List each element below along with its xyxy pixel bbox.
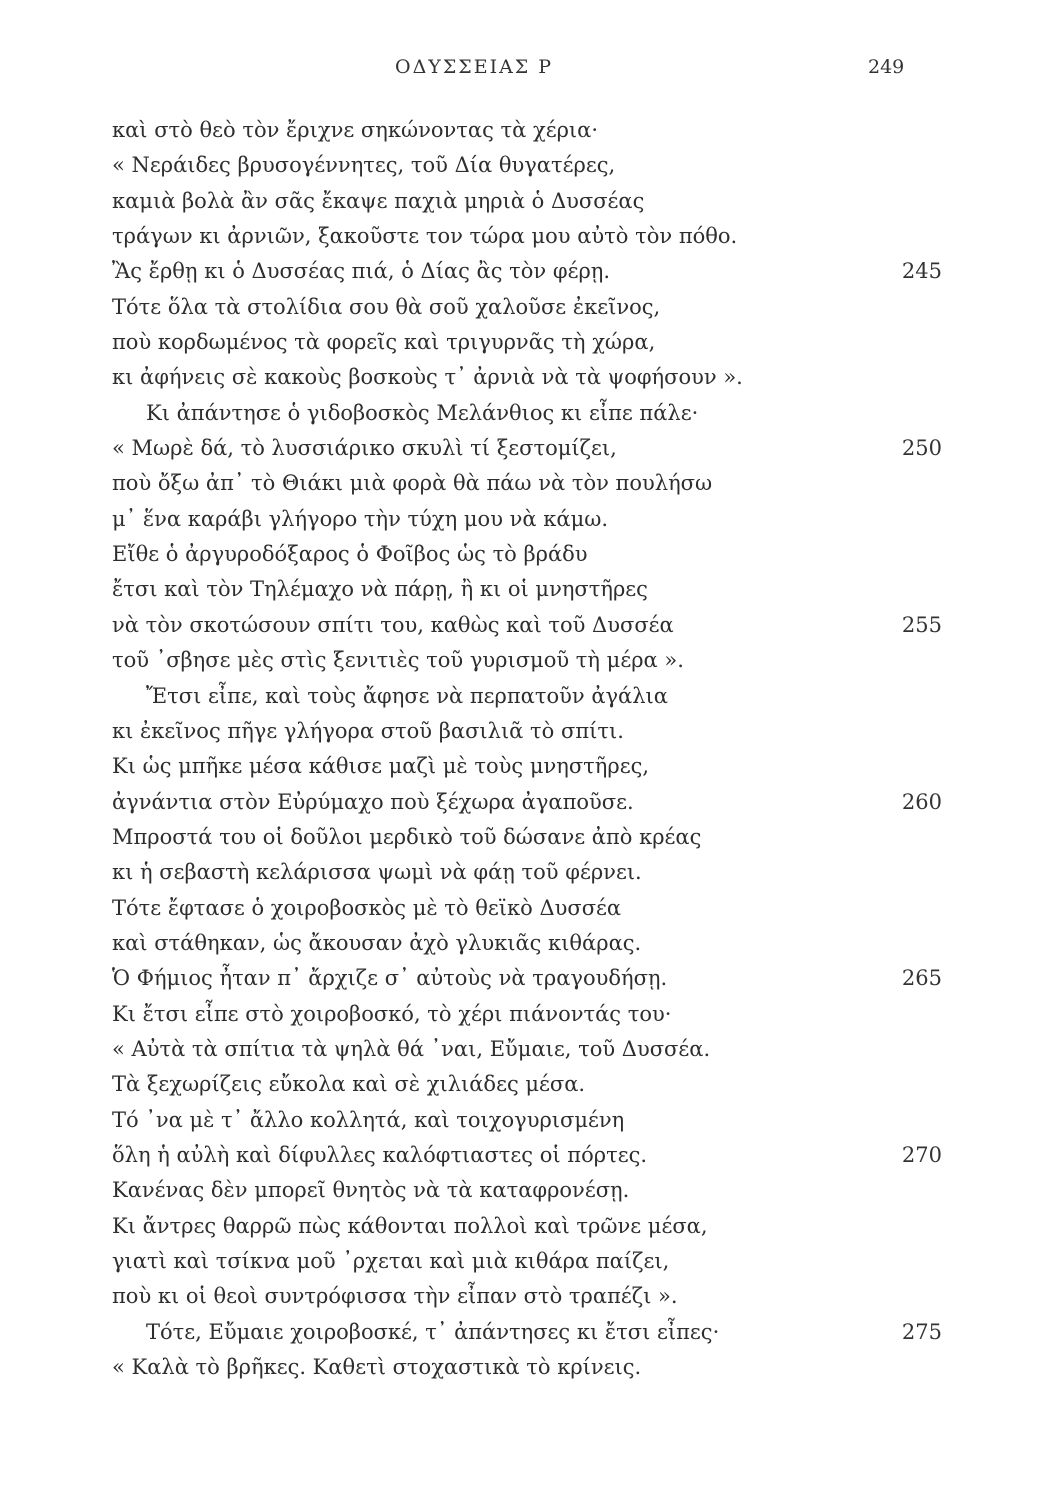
verse-line <box>112 1315 942 1350</box>
verse-line <box>112 643 942 678</box>
verse-line <box>112 360 942 395</box>
verse-line-text: νὰ τὸν σκοτώσουν σπίτι του, καθὼς καὶ τοῦ Δυσσέα <box>112 612 674 637</box>
verse-line <box>112 113 942 148</box>
verse-line-text: καμιὰ βολὰ ἂν σᾶς ἔκαψε παχιὰ μηριὰ ὁ Δυσσέας <box>112 188 645 213</box>
verse-line <box>112 855 942 890</box>
verse-line-text: Τὰ ξεχωρίζεις εὔκολα καὶ σὲ χιλιάδες μέσα. <box>112 1072 586 1097</box>
running-head <box>0 56 1047 86</box>
verse-line-number: 260 <box>901 789 942 814</box>
verse-line-number: 270 <box>901 1142 942 1167</box>
verse-line-text: Κι ἄντρες θαρρῶ πὼς κάθονται πολλοὶ καὶ τρῶνε μέσα, <box>112 1213 708 1238</box>
verse-line <box>112 926 942 961</box>
verse-line-number: 255 <box>901 612 942 637</box>
verse-line <box>112 714 942 749</box>
verse-line <box>112 466 942 501</box>
verse-line-text: Τότε, Εὔμαιε χοιροβοσκέ, τ᾿ ἀπάντησες κι ἔτσι εἶπες· <box>146 1319 720 1344</box>
verse-line <box>112 997 942 1032</box>
verse-line <box>112 148 942 183</box>
verse-line <box>112 396 942 431</box>
verse-line <box>112 1209 942 1244</box>
verse-line <box>112 325 942 360</box>
verse-line-text: κι ἀφήνεις σὲ κακοὺς βοσκοὺς τ᾿ ἀρνιὰ νὰ τὰ ψοφήσουν ». <box>112 365 743 390</box>
verse-line-text: Κι ὡς μπῆκε μέσα κάθισε μαζὶ μὲ τοὺς μνηστῆρες, <box>112 754 650 779</box>
verse-line-text: « Μωρὲ δά, τὸ λυσσιάρικο σκυλὶ τί ξεστομίζει, <box>112 436 617 461</box>
verse-line-text: Ἂς ἔρθῃ κι ὁ Δυσσέας πιά, ὁ Δίας ἂς τὸν φέρῃ. <box>112 259 611 284</box>
verse-line-text: Ἔτσι εἶπε, καὶ τοὺς ἄφησε νὰ περπατοῦν ἀγάλια <box>146 683 668 708</box>
verse-line-text: ὅλη ἡ αὐλὴ καὶ δίφυλλες καλόφτιαστες οἱ πόρτες. <box>112 1142 648 1167</box>
verse-line-text: Τότε ὅλα τὰ στολίδια σου θὰ σοῦ χαλοῦσε ἐκεῖνος, <box>112 294 661 319</box>
verse-line <box>112 254 942 289</box>
verse-line-text: « Νεράιδες βρυσογέννητες, τοῦ Δία θυγατέρες, <box>112 153 616 178</box>
verse-line-number: 245 <box>901 259 942 284</box>
verse-line <box>112 1173 942 1208</box>
verse-line-text: Κι ἔτσι εἶπε στὸ χοιροβοσκό, τὸ χέρι πιάνοντάς του· <box>112 1001 672 1026</box>
verse-line-text: γιατὶ καὶ τσίκνα μοῦ ᾿ρχεται καὶ μιὰ κιθάρα παίζει, <box>112 1249 670 1273</box>
poem-text <box>112 113 942 1385</box>
verse-line-text: Κι ἀπάντησε ὁ γιδοβοσκὸς Μελάνθιος κι εἶπε πάλε· <box>146 400 699 425</box>
verse-line-text: Κανένας δὲν μπορεῖ θνητὸς νὰ τὰ καταφρονέσῃ. <box>112 1178 630 1203</box>
verse-line-text: ἀγνάντια στὸν Εὐρύμαχο ποὺ ξέχωρα ἀγαποῦσε. <box>112 789 634 814</box>
verse-line-text: Εἴθε ὁ ἀργυροδόξαρος ὁ Φοῖβος ὡς τὸ βράδυ <box>112 542 588 567</box>
verse-line <box>112 1279 942 1314</box>
verse-line-text: καὶ στάθηκαν, ὡς ἄκουσαν ἀχὸ γλυκιᾶς κιθάρας. <box>112 930 642 955</box>
verse-line <box>112 891 942 926</box>
verse-line-number: 265 <box>901 966 942 991</box>
verse-line-text: Μπροστά του οἱ δοῦλοι μερδικὸ τοῦ δώσανε ἀπὸ κρέας <box>112 824 702 849</box>
verse-line <box>112 1032 942 1067</box>
verse-line <box>112 431 942 466</box>
verse-line <box>112 1244 942 1279</box>
verse-line-text: καὶ στὸ θεὸ τὸν ἔριχνε σηκώνοντας τὰ χέρια· <box>112 118 599 142</box>
verse-line-text: κι ἡ σεβαστὴ κελάρισσα ψωμὶ νὰ φάῃ τοῦ φέρνει. <box>112 860 642 885</box>
verse-line <box>112 537 942 572</box>
verse-line <box>112 820 942 855</box>
verse-line <box>112 572 942 607</box>
verse-line <box>112 608 942 643</box>
verse-line <box>112 1067 942 1102</box>
verse-line <box>112 785 942 820</box>
verse-line <box>112 961 942 996</box>
verse-line-text: τράγων κι ἀρνιῶν, ξακοῦστε τον τώρα μου αὐτὸ τὸν πόθο. <box>112 224 738 249</box>
verse-line <box>112 1103 942 1138</box>
verse-line-text: Τότε ἔφτασε ὁ χοιροβοσκὸς μὲ τὸ θεϊκὸ Δυσσέα <box>112 895 622 920</box>
verse-line <box>112 290 942 325</box>
verse-line <box>112 679 942 714</box>
verse-line-text: ποὺ κορδωμένος τὰ φορεῖς καὶ τριγυρνᾶς τὴ χώρα, <box>112 330 656 355</box>
verse-line-text: κι ἐκεῖνος πῆγε γλήγορα στοῦ βασιλιᾶ τὸ σπίτι. <box>112 718 624 743</box>
verse-line-text: μ᾿ ἕνα καράβι γλήγορο τὴν τύχη μου νὰ κάμω. <box>112 506 609 531</box>
verse-line <box>112 502 942 537</box>
verse-line-text: τοῦ ᾿σβησε μὲς στὶς ξενιτιὲς τοῦ γυρισμοῦ τὴ μέρα ». <box>112 648 684 673</box>
verse-line-number: 275 <box>901 1319 942 1344</box>
verse-line-text: Τό ᾿να μὲ τ᾿ ἄλλο κολλητά, καὶ τοιχογυρισμένη <box>112 1107 625 1132</box>
verse-line <box>112 219 942 254</box>
verse-line-text: ποὺ κι οἱ θεοὶ συντρόφισσα τὴν εἶπαν στὸ τραπέζι ». <box>112 1284 678 1309</box>
verse-line <box>112 1350 942 1385</box>
verse-line-number: 250 <box>901 436 942 461</box>
verse-line-text: « Αὐτὰ τὰ σπίτια τὰ ψηλὰ θά ᾿ναι, Εὔμαιε, τοῦ Δυσσέα. <box>112 1036 711 1061</box>
verse-line <box>112 1138 942 1173</box>
verse-line-text: « Καλὰ τὸ βρῆκες. Καθετὶ στοχαστικὰ τὸ κρίνεις. <box>112 1355 642 1380</box>
verse-line-text: Ὁ Φήμιος ἦταν π᾿ ἄρχιζε σ᾿ αὐτοὺς νὰ τραγουδήσῃ. <box>112 966 668 991</box>
verse-line-text: ἔτσι καὶ τὸν Τηλέμαχο νὰ πάρῃ, ἢ κι οἱ μνηστῆρες <box>112 577 648 602</box>
verse-line <box>112 184 942 219</box>
verse-line <box>112 749 942 784</box>
page-number: 249 <box>868 56 905 78</box>
verse-line-text: ποὺ ὄξω ἀπ᾿ τὸ Θιάκι μιὰ φορὰ θὰ πάω νὰ τὸν πουλήσω <box>112 471 713 496</box>
running-head-title: ΟΔΥΣΣΕΙΑΣ Ρ <box>395 56 554 78</box>
